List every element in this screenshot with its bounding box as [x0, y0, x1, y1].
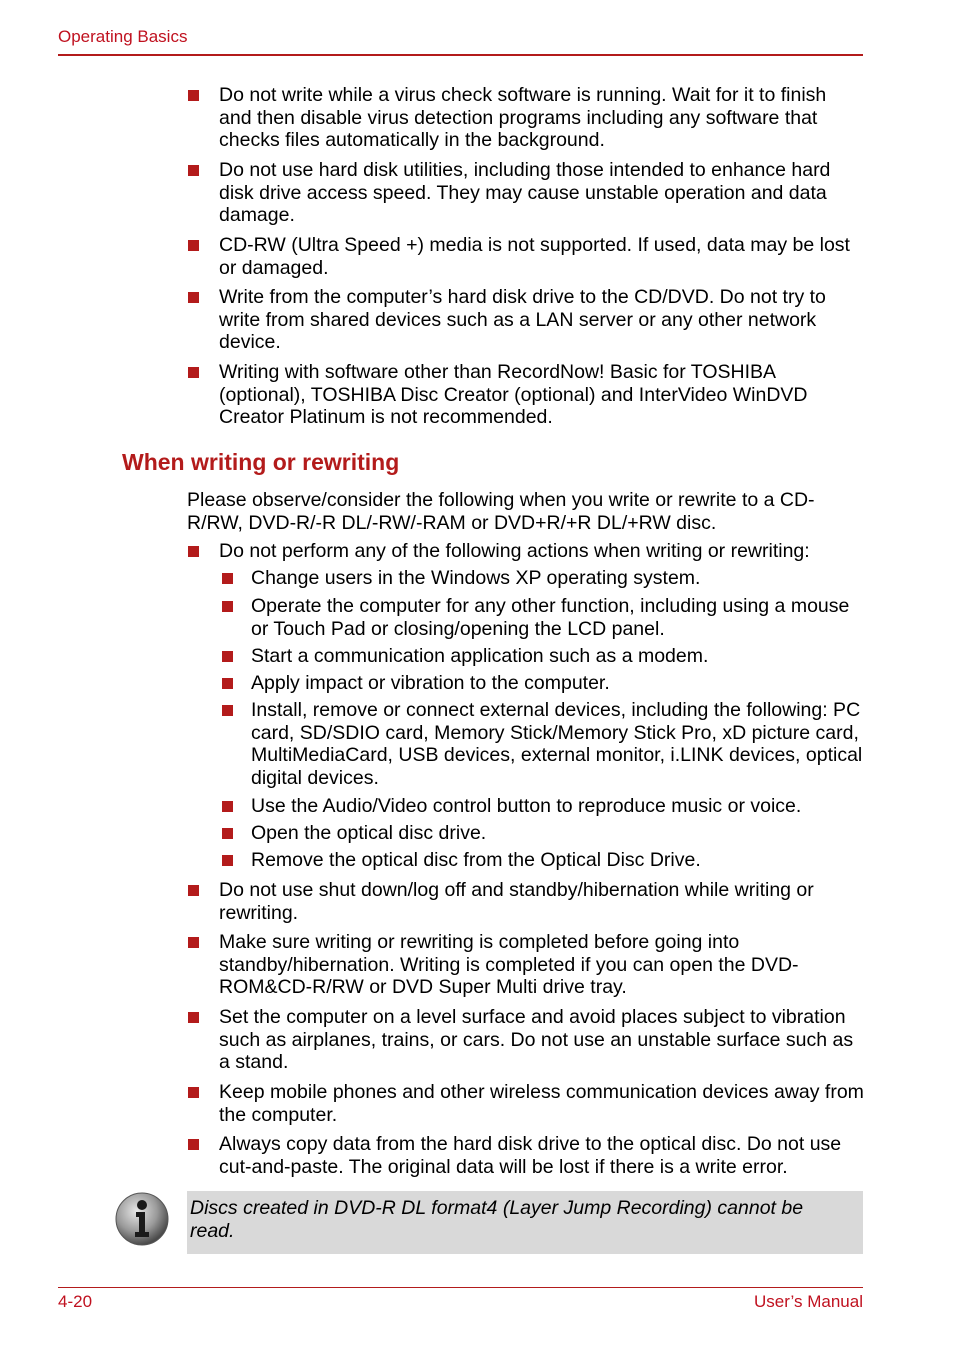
square-bullet-icon	[188, 90, 199, 101]
list-item-text: Use the Audio/Video control button to reproduce music or voice.	[251, 795, 802, 817]
page-number: 4-20	[58, 1292, 93, 1311]
manual-title: User’s Manual	[754, 1292, 863, 1311]
list-item	[219, 286, 864, 354]
footer-rule	[58, 1287, 863, 1288]
info-icon	[114, 1191, 170, 1247]
list-item	[219, 879, 864, 924]
square-bullet-icon	[222, 801, 233, 812]
square-bullet-icon	[188, 240, 199, 251]
list-item-text: Change users in the Windows XP operating system.	[251, 567, 701, 589]
list-item	[219, 234, 864, 279]
list-item-text: Operate the computer for any other function, including using a mouse or Touch Pad or closing/opening the LCD panel.	[251, 595, 850, 640]
note-text: Discs created in DVD-R DL format4 (Layer Jump Recording) cannot be read.	[190, 1197, 804, 1242]
square-bullet-icon	[188, 165, 199, 176]
list-item-text: Start a communication application such as a modem.	[251, 645, 709, 667]
list-item-text: Remove the optical disc from the Optical Disc Drive.	[251, 849, 701, 871]
square-bullet-icon	[188, 937, 199, 948]
square-bullet-icon	[188, 1087, 199, 1098]
sub-list-item	[251, 567, 866, 590]
square-bullet-icon	[188, 292, 199, 303]
list-item	[219, 1006, 864, 1074]
list-item-text: Do not use shut down/log off and standby/hibernation while writing or rewriting.	[219, 879, 814, 924]
square-bullet-icon	[188, 1139, 199, 1150]
section-heading: When writing or rewriting	[122, 449, 400, 475]
square-bullet-icon	[222, 601, 233, 612]
section-title: Operating Basics	[58, 27, 188, 46]
square-bullet-icon	[188, 1012, 199, 1023]
sub-list-item	[251, 822, 866, 845]
list-item	[219, 1133, 864, 1178]
list-item-text: Writing with software other than RecordNow! Basic for TOSHIBA (optional), TOSHIBA Disc Creator (optional) and InterVideo WinDVD Creator Platinum is not recommended.	[219, 361, 808, 429]
square-bullet-icon	[222, 855, 233, 866]
list-item-text: Keep mobile phones and other wireless communication devices away from the computer.	[219, 1081, 864, 1126]
list-item	[219, 361, 864, 429]
note-box	[187, 1191, 863, 1254]
square-bullet-icon	[222, 828, 233, 839]
list-item-text: Do not write while a virus check software is running. Wait for it to finish and then disable virus detection programs including any software that checks files automatically in the background.	[219, 84, 827, 152]
square-bullet-icon	[188, 546, 199, 557]
list-item	[219, 1081, 864, 1126]
square-bullet-icon	[222, 678, 233, 689]
section-intro: Please observe/consider the following when you write or rewrite to a CD-R/RW, DVD-R/-R DL/-RW/-RAM or DVD+R/+R DL/+RW disc.	[187, 489, 815, 534]
list-item	[219, 540, 864, 563]
list-item	[219, 84, 864, 152]
square-bullet-icon	[188, 885, 199, 896]
sub-list-item	[251, 595, 866, 640]
list-item-text: Do not use hard disk utilities, including those intended to enhance hard disk drive access speed. They may cause unstable operation and data damage.	[219, 159, 831, 227]
square-bullet-icon	[222, 651, 233, 662]
list-item-text: Open the optical disc drive.	[251, 822, 487, 844]
sub-list-item	[251, 699, 866, 789]
list-item-text: Apply impact or vibration to the computer.	[251, 672, 610, 694]
sub-list-item	[251, 795, 866, 818]
square-bullet-icon	[222, 705, 233, 716]
list-item	[219, 931, 864, 999]
list-item-text: Do not perform any of the following actions when writing or rewriting:	[219, 540, 810, 562]
list-item	[219, 159, 864, 227]
sub-list-item	[251, 672, 866, 695]
list-item-text: Install, remove or connect external devices, including the following: PC card, SD/SDIO card, Memory Stick/Memory Stick Pro, xD picture card, MultiMediaCard, USB devices, external monitor, i.LINK devices, optical digital devices.	[251, 699, 863, 789]
list-item-text: CD-RW (Ultra Speed +) media is not supported. If used, data may be lost or damaged.	[219, 234, 850, 279]
list-item-text: Set the computer on a level surface and avoid places subject to vibration such as airplanes, trains, or cars. Do not use an unstable surface such as a stand.	[219, 1006, 854, 1074]
list-item-text: Always copy data from the hard disk drive to the optical disc. Do not use cut-and-paste. The original data will be lost if there is a write error.	[219, 1133, 842, 1178]
list-item-text: Make sure writing or rewriting is completed before going into standby/hibernation. Writing is completed if you can open the DVD-ROM&CD-R/RW or DVD Super Multi drive tray.	[219, 931, 799, 999]
square-bullet-icon	[222, 573, 233, 584]
square-bullet-icon	[188, 367, 199, 378]
list-item-text: Write from the computer’s hard disk drive to the CD/DVD. Do not try to write from shared devices such as a LAN server or any other network device.	[219, 286, 826, 354]
sub-list-item	[251, 849, 866, 872]
header-rule	[58, 54, 863, 56]
sub-list-item	[251, 645, 866, 668]
